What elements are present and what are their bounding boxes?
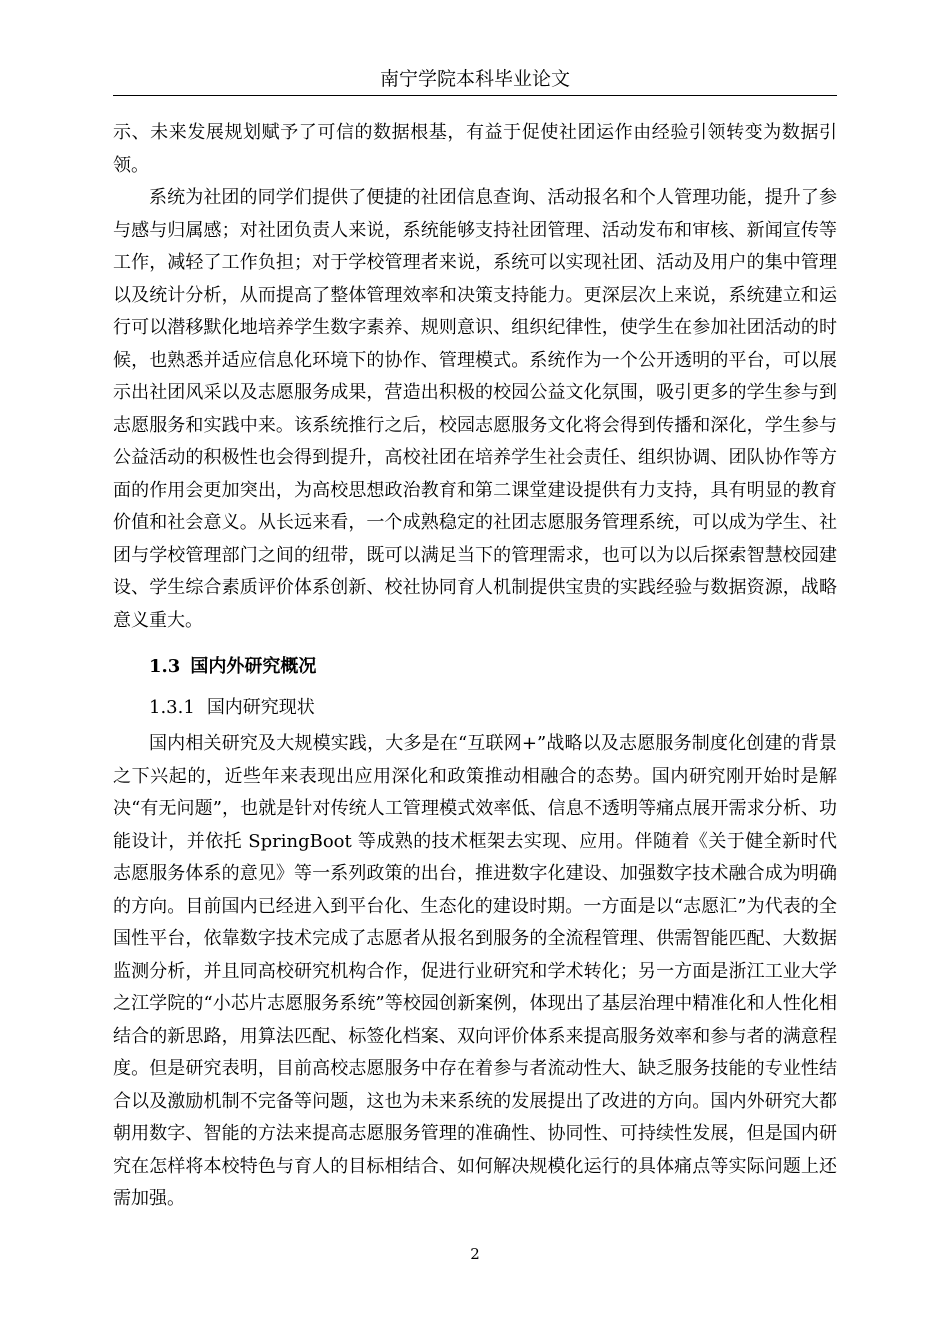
page-header-title: 南宁学院本科毕业论文	[379, 68, 570, 90]
page-number: 2	[470, 1245, 480, 1263]
paragraph-domestic-research: 国内相关研究及大规模实践，大多是在“互联网+”战略以及志愿服务制度化创建的背景之下兴起的，近些年来表现出应用深化和政策推动相融合的态势。国内研究刚开始时是解决“有无问题”，也就是针对传统人工管理模式效率低、信息不透明等痛点展开需求分析、功能设计，并依托 SpringBoot 等成熟的技术框架去实现、应用。伴随着《关于健全新时代志愿服务体系的意见》等一系列政策的出台，推进数字化建设、加强数字技术融合成为明确的方向。目前国内已经进入到平台化、生态化的建设时期。一方面是以“志愿汇”为代表的全国性平台，依靠数字技术完成了志愿者从报名到服务的全流程管理、供需智能匹配、大数据监测分析，并且同高校研究机构合作，促进行业研究和学术转化；另一方面是浙江工业大学之江学院的“小芯片志愿服务系统”等校园创新案例，体现出了基层治理中精准化和人性化相结合的新思路，用算法匹配、标签化档案、双向评价体系来提高服务效率和参与者的满意程度。但是研究表明，目前高校志愿服务中存在着参与者流动性大、缺乏服务技能的专业性结合以及激励机制不完备等问题，这也为未来系统的发展提出了改进的方向。国内外研究大都朝用数字、智能的方法来提高志愿服务管理的准确性、协同性、可持续性发展，但是国内研究在怎样将本校特色与育人的目标相结合、如何解决规模化运行的具体痛点等实际问题上还需加强。	[113, 733, 837, 1209]
paragraph-continued: 示、未来发展规划赋予了可信的数据根基，有益于促使社团运作由经验引领转变为数据引领。	[113, 122, 837, 176]
section-title: 国内外研究概况	[190, 656, 317, 677]
subsection-heading-1-3-1	[113, 692, 837, 725]
paragraph-system-benefits: 系统为社团的同学们提供了便捷的社团信息查询、活动报名和个人管理功能，提升了参与感与归属感；对社团负责人来说，系统能够支持社团管理、活动发布和审核、新闻宣传等工作，减轻了工作负担；对于学校管理者来说，系统可以实现社团、活动及用户的集中管理以及统计分析，从而提高了整体管理效率和决策支持能力。更深层次上来说，系统建立和运行可以潜移默化地培养学生数字素养、规则意识、组织纪律性，使学生在参加社团活动的时候，也熟悉并适应信息化环境下的协作、管理模式。系统作为一个公开透明的平台，可以展示出社团风采以及志愿服务成果，营造出积极的校园公益文化氛围，吸引更多的学生参与到志愿服务和实践中来。该系统推行之后，校园志愿服务文化将会得到传播和深化，学生参与公益活动的积极性也会得到提升，高校社团在培养学生社会责任、组织协调、团队协作等方面的作用会更加突出，为高校思想政治教育和第二课堂建设提供有力支持，具有明显的教育价值和社会意义。从长远来看，一个成熟稳定的社团志愿服务管理系统，可以成为学生、社团与学校管理部门之间的纽带，既可以满足当下的管理需求，也可以为以后探索智慧校园建设、学生综合素质评价体系创新、校社协同育人机制提供宝贵的实践经验与数据资源，战略意义重大。	[113, 187, 837, 631]
subsection-title: 国内研究现状	[206, 696, 315, 718]
subsection-number: 1.3.1	[149, 696, 195, 718]
header-divider	[113, 95, 837, 96]
section-heading-1-3	[113, 651, 837, 684]
document-body	[113, 117, 837, 1216]
section-number: 1.3	[149, 656, 181, 677]
